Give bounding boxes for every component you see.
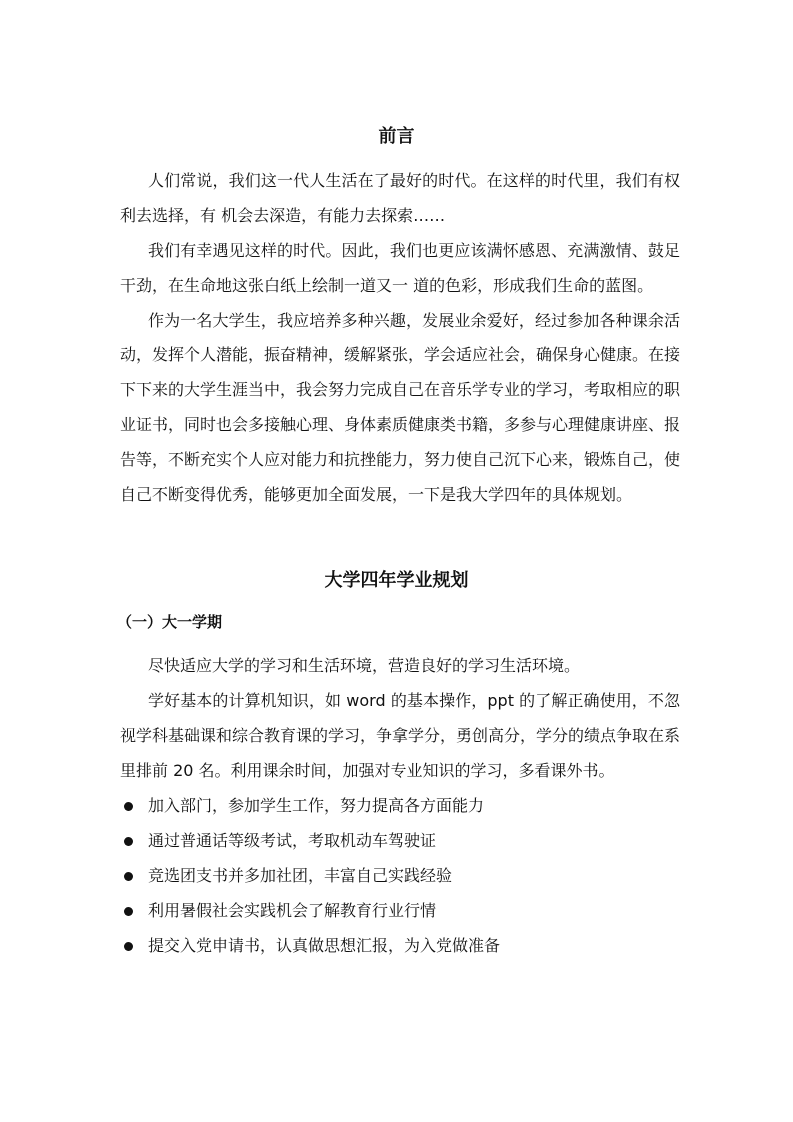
list-item [120,831,436,851]
list-item-text: 利用暑假社会实践机会了解教育行业行情 [148,901,437,920]
preface-p2-line1: 我们有幸遇见这样的时代。因此，我们也更应该满怀感恩、充满激情、鼓足 [148,241,680,260]
preface-p1-line2: 利去选择，有 机会去深造，有能力去探索…… [120,206,446,225]
list-item-text: 竞选团支书并多加社团，丰富自己实践经验 [148,866,453,885]
section-p1-line1: 尽快适应大学的学习和生活环境，营造良好的学习生活环境。 [148,656,581,675]
preface-p2-line2: 干劲，在生命地这张白纸上绘制一道又一 道的色彩，形成我们生命的蓝图。 [120,276,654,295]
section-p2-line3: 里排前 20 名。利用课余时间，加强对专业知识的学习，多看课外书。 [120,761,615,780]
list-item [120,936,500,956]
section-heading: （一）大一学期 [117,613,223,631]
bullet-icon [124,872,133,881]
list-item-text: 通过普通话等级考试，考取机动车驾驶证 [148,831,437,850]
list-item [120,901,436,921]
list-item-text: 加入部门，参加学生工作，努力提高各方面能力 [148,796,485,815]
preface-p3-line1: 作为一名大学生，我应培养多种兴趣，发展业余爱好，经过参加各种课余活 [148,311,680,330]
preface-p3-line6: 自己不断变得优秀，能够更加全面发展，一下是我大学四年的具体规划。 [120,485,633,504]
preface-p1-line1: 人们常说，我们这一代人生活在了最好的时代。在这样的时代里，我们有权 [148,171,680,190]
preface-p3-line4: 业证书，同时也会多接触心理、身体素质健康类书籍，多参与心理健康讲座、报 [120,415,681,434]
preface-p3-line3: 下下来的大学生涯当中，我会努力完成自己在音乐学专业的学习，考取相应的职 [120,380,681,399]
section-p2-line2: 视学科基础课和综合教育课的学习，争拿学分，勇创高分，学分的绩点争取在系 [120,726,681,745]
preface-title: 前言 [378,126,415,147]
bullet-icon [124,802,133,811]
bullet-icon [124,837,133,846]
preface-p3-line5: 告等，不断充实个人应对能力和抗挫能力，努力使自己沉下心来，锻炼自己，使 [120,450,681,469]
section-p2-line1: 学好基本的计算机知识，如 word 的基本操作，ppt 的了解正确使用，不忽 [148,691,680,710]
list-item [120,866,452,886]
list-item-text: 提交入党申请书，认真做思想汇报，为入党做准备 [148,936,501,955]
bullet-icon [124,942,133,951]
preface-p3-line2: 动，发挥个人潜能，振奋精神，缓解紧张，学会适应社会，确保身心健康。在接 [120,345,681,364]
list-item [120,796,484,816]
plan-title: 大学四年学业规划 [324,570,469,591]
bullet-icon [124,907,133,916]
